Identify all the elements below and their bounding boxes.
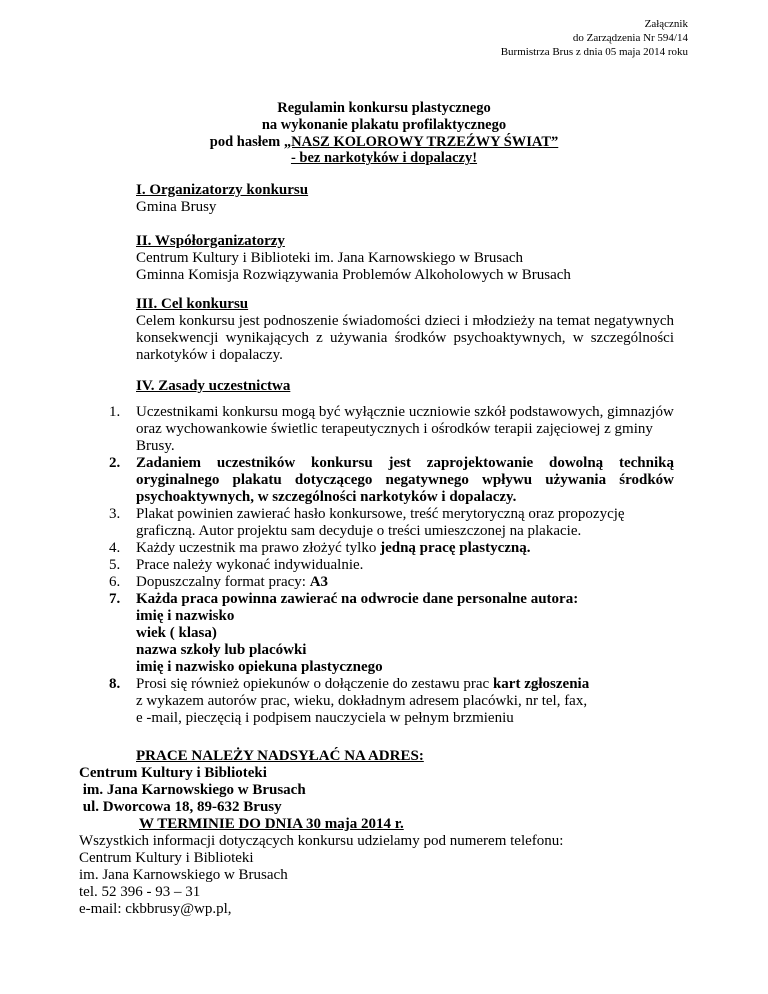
section-heading: III. Cel konkursu bbox=[136, 296, 249, 312]
personal-data-item: imię i nazwisko opiekuna plastycznego bbox=[136, 659, 383, 675]
contact-line: Centrum Kultury i Biblioteki bbox=[79, 850, 254, 866]
address-heading: PRACE NALEŻY NADSYŁAĆ NA ADRES: bbox=[136, 748, 424, 764]
annex-line-1: Załącznik bbox=[644, 18, 688, 30]
list-text: Zadaniem uczestników konkursu jest zaprojektowanie dowolną techniką oryginalnego plakatu dotyczącego negatywnego wpływu używania środków psychoaktywnych, w szczególności narkotyków i dopalaczy. bbox=[136, 455, 674, 505]
info-line: Wszystkich informacji dotyczących konkursu udzielamy pod numerem telefonu: bbox=[79, 833, 564, 849]
list-text-line: z wykazem autorów prac, wieku, dokładnym adresem placówki, nr tel, fax, bbox=[136, 693, 588, 709]
list-number: 7. bbox=[109, 591, 121, 607]
list-text-bold: A3 bbox=[309, 574, 329, 590]
list-item bbox=[109, 676, 674, 727]
section-heading: I. Organizatorzy konkursu bbox=[136, 182, 309, 198]
title-line-1: Regulamin konkursu plastycznego bbox=[277, 100, 491, 116]
section-organizers bbox=[136, 182, 674, 216]
list-item bbox=[109, 591, 674, 676]
contact-email: e-mail: ckbbrusy@wp.pl, bbox=[79, 901, 232, 917]
address-block bbox=[79, 748, 719, 918]
list-item bbox=[109, 404, 674, 455]
list-number: 4. bbox=[109, 540, 121, 556]
contact-line: im. Jana Karnowskiego w Brusach bbox=[79, 867, 288, 883]
rules-list bbox=[109, 404, 674, 727]
list-text: Plakat powinien zawierać hasło konkursowe, treść merytoryczną oraz propozycję graficzną. Autor projektu sam decyduje o treści umieszczonej na plakacie. bbox=[136, 506, 625, 539]
document-title bbox=[0, 100, 768, 167]
list-text-line: e -mail, pieczęcią i podpisem nauczyciela w pełnym brzmieniu bbox=[136, 710, 514, 726]
title-line-2: na wykonanie plakatu profilaktycznego bbox=[261, 116, 507, 133]
address-line: Centrum Kultury i Biblioteki bbox=[79, 765, 267, 781]
annex-line-3: Burmistrza Brus z dnia 05 maja 2014 roku bbox=[500, 46, 688, 58]
list-item bbox=[109, 455, 674, 506]
list-text: Dopuszczalny format pracy: bbox=[136, 574, 310, 590]
contact-phone: tel. 52 396 - 93 – 31 bbox=[79, 884, 201, 900]
personal-data-item: imię i nazwisko bbox=[136, 608, 235, 624]
list-text: Uczestnikami konkursu mogą być wyłącznie uczniowie szkół podstawowych, gimnazjów oraz wychowankowie świetlic terapeutycznych i ośrodków terapii zajęciowej z gminy Brusy. bbox=[136, 404, 674, 454]
section-coorganizers bbox=[136, 233, 674, 284]
list-item bbox=[109, 574, 674, 591]
annex-header bbox=[501, 17, 688, 59]
section-rules bbox=[136, 378, 674, 395]
list-text-bold: jedną pracę plastyczną. bbox=[380, 540, 531, 556]
personal-data-item: nazwa szkoły lub placówki bbox=[136, 642, 307, 658]
personal-data-item: wiek ( klasa) bbox=[136, 625, 217, 641]
section-body: Celem konkursu jest podnoszenie świadomości dzieci i młodzieży na temat negatywnych konsekwencji wynikających z używania środków psychoaktywnych, w szczególności narkotyków i dopalaczy. bbox=[136, 313, 674, 363]
list-number: 6. bbox=[109, 574, 121, 590]
section-heading: IV. Zasady uczestnictwa bbox=[136, 378, 291, 394]
list-number: 3. bbox=[109, 506, 121, 522]
address-line: ul. Dworcowa 18, 89-632 Brusy bbox=[79, 799, 282, 815]
list-number: 8. bbox=[109, 676, 121, 692]
section-heading: II. Współorganizatorzy bbox=[136, 233, 285, 249]
list-text: Każdy uczestnik ma prawo złożyć tylko bbox=[136, 540, 381, 556]
section-goal bbox=[136, 296, 674, 364]
section-line: Gminna Komisja Rozwiązywania Problemów Alkoholowych w Brusach bbox=[136, 267, 571, 283]
list-text: Prace należy wykonać indywidualnie. bbox=[136, 557, 364, 573]
list-text-line bbox=[136, 676, 674, 693]
title-line-3 bbox=[0, 134, 768, 151]
list-item bbox=[109, 506, 674, 540]
list-item bbox=[109, 557, 674, 574]
section-body: Gmina Brusy bbox=[136, 199, 217, 215]
title-line-4: - bez narkotyków i dopalaczy! bbox=[290, 150, 478, 167]
list-number: 5. bbox=[109, 557, 121, 573]
list-text: Każda praca powinna zawierać na odwrocie dane personalne autora: bbox=[136, 591, 579, 607]
list-number: 1. bbox=[109, 404, 121, 420]
deadline: W TERMINIE DO DNIA 30 maja 2014 r. bbox=[139, 816, 404, 832]
address-line: im. Jana Karnowskiego w Brusach bbox=[79, 782, 306, 798]
annex-line-2: do Zarządzenia Nr 594/14 bbox=[572, 32, 688, 44]
section-line: Centrum Kultury i Biblioteki im. Jana Karnowskiego w Brusach bbox=[136, 250, 524, 266]
list-text-bold: kart zgłoszenia bbox=[492, 676, 590, 692]
list-number: 2. bbox=[109, 455, 121, 471]
title-slogan: „NASZ KOLOROWY TRZEŹWY ŚWIAT” bbox=[283, 133, 559, 150]
title-prefix: pod hasłem bbox=[209, 133, 284, 150]
list-text: Prosi się również opiekunów o dołączenie do zestawu prac bbox=[136, 676, 493, 692]
list-item bbox=[109, 540, 674, 557]
